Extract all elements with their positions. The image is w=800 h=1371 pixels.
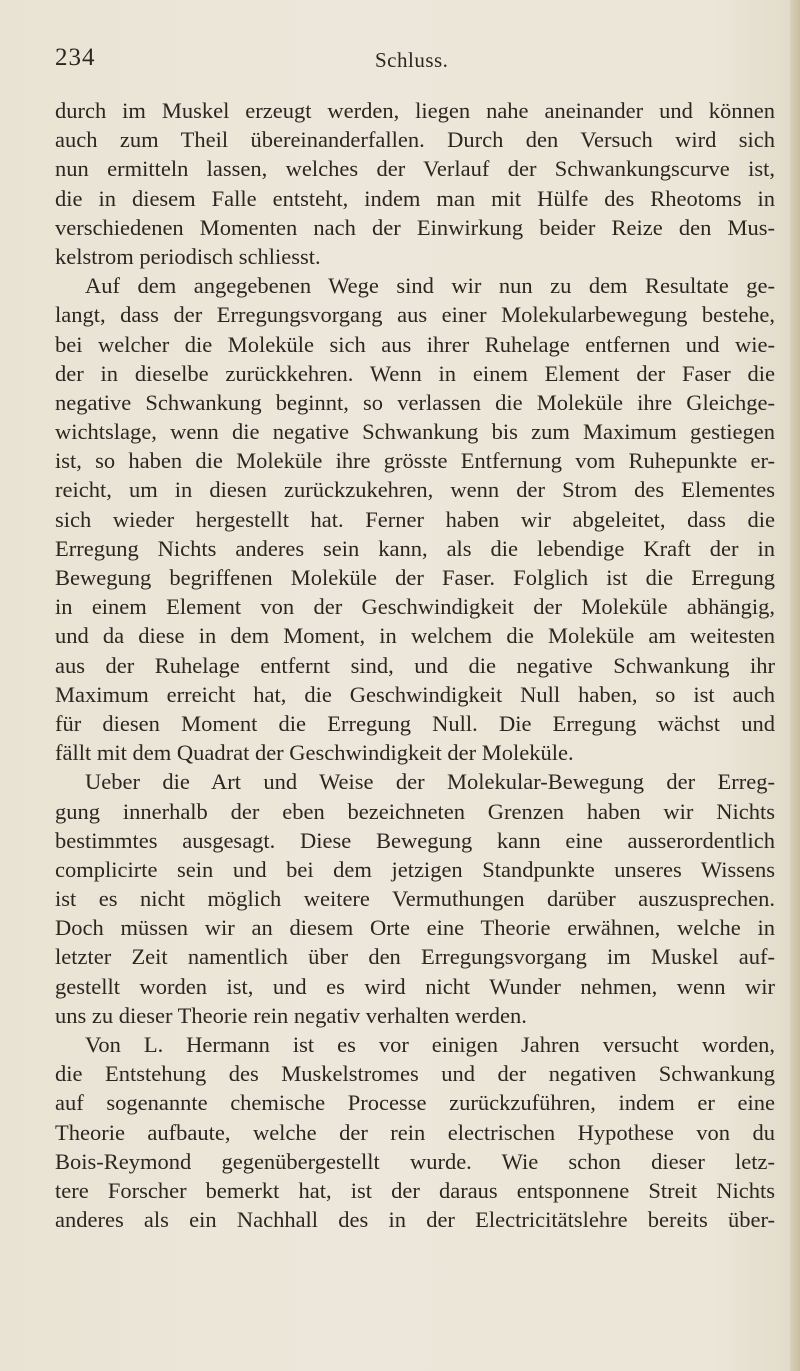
text-line: kelstrom periodisch schliesst.	[55, 243, 321, 269]
text-line: gung innerhalb der eben bezeichneten Grenzen haben wir Nichts	[55, 798, 775, 824]
text-line: die in diesem Falle entsteht, indem man mit Hülfe des Rheotoms in	[55, 185, 775, 211]
text-line: die Entstehung des Muskelstromes und der negativen Schwankung	[55, 1061, 775, 1087]
text-line: durch im Muskel erzeugt werden, liegen nahe aneinander und können	[55, 98, 775, 123]
text-line: Ueber die Art und Weise der Molekular-Bewegung der Erreg-	[85, 769, 775, 795]
text-line: negative Schwankung beginnt, so verlassen die Moleküle ihre Gleichge-	[55, 389, 775, 415]
text-line: tere Forscher bemerkt hat, ist der daraus entsponnene Streit Nichts	[55, 1177, 775, 1203]
text-line: Bois-Reymond gegenübergestellt wurde. Wie schon dieser letz-	[55, 1148, 775, 1174]
text-line: sich wieder hergestellt hat. Ferner haben wir abgeleitet, dass die	[55, 506, 775, 532]
text-line: Auf dem angegebenen Wege sind wir nun zu dem Resultate ge-	[85, 273, 775, 299]
text-line: ist, so haben die Moleküle ihre grösste Entfernung vom Ruhepunkte er-	[55, 448, 775, 474]
text-line: und da diese in dem Moment, in welchem die Moleküle am weitesten	[55, 623, 775, 649]
text-line: verschiedenen Momenten nach der Einwirkung beider Reize den Mus-	[55, 214, 775, 240]
text-line: reicht, um in diesen zurückzukehren, wenn der Strom des Elementes	[55, 477, 775, 503]
page-edge	[790, 0, 800, 1371]
text-line: wichtslage, wenn die negative Schwankung bis zum Maximum gestiegen	[55, 419, 775, 445]
text-line: bestimmtes ausgesagt. Diese Bewegung kann eine ausserordentlich	[55, 827, 775, 853]
text-line: Erregung Nichts anderes sein kann, als die lebendige Kraft der in	[55, 535, 775, 561]
text-line: complicirte sein und bei dem jetzigen Standpunkte unseres Wissens	[55, 856, 775, 882]
text-line: Doch müssen wir an diesem Orte eine Theorie erwähnen, welche in	[55, 915, 775, 941]
text-line: anderes als ein Nachhall des in der Electricitätslehre bereits über-	[55, 1207, 775, 1233]
text-line: langt, dass der Erregungsvorgang aus einer Molekularbewegung bestehe,	[55, 302, 775, 328]
text-line: nun ermitteln lassen, welches der Verlauf der Schwankungscurve ist,	[55, 156, 775, 182]
text-line: auch zum Theil übereinanderfallen. Durch den Versuch wird sich	[55, 127, 775, 153]
text-line: in einem Element von der Geschwindigkeit der Moleküle abhängig,	[55, 594, 775, 620]
text-line: für diesen Moment die Erregung Null. Die Erregung wächst und	[55, 710, 775, 736]
text-line: Theorie aufbaute, welche der rein electrischen Hypothese von du	[55, 1119, 775, 1145]
body-text	[55, 96, 775, 1234]
text-line: aus der Ruhelage entfernt sind, und die negative Schwankung ihr	[55, 652, 775, 678]
text-line: Von L. Hermann ist es vor einigen Jahren versucht worden,	[85, 1032, 775, 1057]
text-line: gestellt worden ist, und es wird nicht Wunder nehmen, wenn wir	[55, 973, 775, 999]
text-line: auf sogenannte chemische Processe zurückzuführen, indem er eine	[55, 1090, 775, 1116]
text-line: letzter Zeit namentlich über den Erregungsvorgang im Muskel auf-	[55, 944, 775, 970]
page-number: 234	[55, 44, 96, 71]
running-title: Schluss.	[375, 48, 449, 72]
text-line: bei welcher die Moleküle sich aus ihrer Ruhelage entfernen und wie-	[55, 331, 775, 357]
text-line: ist es nicht möglich weitere Vermuthungen darüber auszusprechen.	[55, 886, 775, 912]
text-line: uns zu dieser Theorie rein negativ verhalten werden.	[55, 1002, 527, 1028]
running-head	[55, 44, 760, 80]
text-line: der in dieselbe zurückkehren. Wenn in einem Element der Faser die	[55, 360, 775, 386]
text-line: fällt mit dem Quadrat der Geschwindigkeit der Moleküle.	[55, 740, 574, 766]
text-line: Maximum erreicht hat, die Geschwindigkeit Null haben, so ist auch	[55, 681, 775, 707]
text-line: Bewegung begriffenen Moleküle der Faser. Folglich ist die Erregung	[55, 565, 775, 590]
